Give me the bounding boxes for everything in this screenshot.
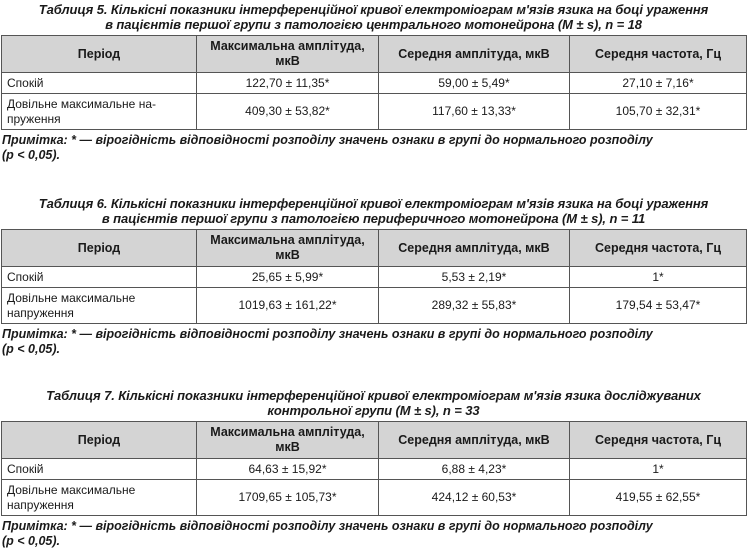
table-5-caption-line1: Таблиця 5. Кількісні показники інтерференційної кривої електроміограм м'язів язика на боці ураження xyxy=(38,2,709,17)
header-max-amplitude: Максимальна амплітуда, мкВ xyxy=(197,422,379,459)
row-period: Довільне максимальне напруження xyxy=(2,480,197,516)
row-max-amplitude: 64,63 ± 15,92* xyxy=(197,459,379,480)
header-max-amplitude: Максимальна амплітуда, мкВ xyxy=(197,36,379,73)
table-7 xyxy=(1,421,747,516)
row-mean-frequency: 179,54 ± 53,47* xyxy=(570,288,747,324)
table-5-note-line1: Примітка: * — вірогідність відповідності розподілу значень ознаки в групі до нормального розподілу xyxy=(2,133,653,147)
header-mean-amplitude: Середня амплітуда, мкВ xyxy=(379,422,570,459)
row-mean-frequency: 27,10 ± 7,16* xyxy=(570,73,747,94)
row-mean-frequency: 1* xyxy=(570,459,747,480)
table-row xyxy=(2,480,747,516)
table-6 xyxy=(1,229,747,324)
row-mean-frequency: 1* xyxy=(570,267,747,288)
row-period: Довільне максимальне на-пруження xyxy=(2,94,197,130)
row-mean-amplitude: 6,88 ± 4,23* xyxy=(379,459,570,480)
row-max-amplitude: 1019,63 ± 161,22* xyxy=(197,288,379,324)
table-5-header-row xyxy=(2,36,747,73)
table-row xyxy=(2,459,747,480)
header-period: Період xyxy=(2,230,197,267)
row-period: Спокій xyxy=(2,459,197,480)
table-row xyxy=(2,267,747,288)
table-6-caption-line2: в пацієнтів першої групи з патологією периферичного мотонейрона (M ± s), n = 11 xyxy=(101,211,646,226)
row-period: Довільне максимальне напруження xyxy=(2,288,197,324)
table-6-note-line1: Примітка: * — вірогідність відповідності розподілу значень ознаки в групі до нормального розподілу xyxy=(2,327,653,341)
row-mean-frequency: 419,55 ± 62,55* xyxy=(570,480,747,516)
row-mean-amplitude: 5,53 ± 2,19* xyxy=(379,267,570,288)
table-6-note-line2: (p < 0,05). xyxy=(2,342,61,356)
table-row xyxy=(2,288,747,324)
row-period: Спокій xyxy=(2,267,197,288)
row-mean-amplitude: 424,12 ± 60,53* xyxy=(379,480,570,516)
table-5-block xyxy=(0,2,747,163)
row-mean-amplitude: 59,00 ± 5,49* xyxy=(379,73,570,94)
table-5-caption-line2: в пацієнтів першої групи з патологією центрального мотонейрона (M ± s), n = 18 xyxy=(105,17,642,32)
table-row xyxy=(2,94,747,130)
header-mean-amplitude: Середня амплітуда, мкВ xyxy=(379,36,570,73)
row-max-amplitude: 122,70 ± 11,35* xyxy=(197,73,379,94)
table-7-caption-line1: Таблиця 7. Кількісні показники інтерференційної кривої електроміограм м'язів язика досліджуваних xyxy=(46,388,701,403)
row-max-amplitude: 409,30 ± 53,82* xyxy=(197,94,379,130)
header-period: Період xyxy=(2,36,197,73)
row-mean-amplitude: 289,32 ± 55,83* xyxy=(379,288,570,324)
table-6-header-row xyxy=(2,230,747,267)
table-5-note-line2: (p < 0,05). xyxy=(2,148,61,162)
header-mean-frequency: Середня частота, Гц xyxy=(570,230,747,267)
header-mean-frequency: Середня частота, Гц xyxy=(570,422,747,459)
header-mean-frequency: Середня частота, Гц xyxy=(570,36,747,73)
table-5 xyxy=(1,35,747,130)
header-period: Період xyxy=(2,422,197,459)
row-mean-amplitude: 117,60 ± 13,33* xyxy=(379,94,570,130)
row-period: Спокій xyxy=(2,73,197,94)
row-mean-frequency: 105,70 ± 32,31* xyxy=(570,94,747,130)
table-6-caption-line1: Таблиця 6. Кількісні показники інтерференційної кривої електроміограм м'язів язика на боці ураження xyxy=(38,196,709,211)
table-7-note-line1: Примітка: * — вірогідність відповідності розподілу значень ознаки в групі до нормального розподілу xyxy=(2,519,653,533)
table-7-caption-line2: контрольної групи (M ± s), n = 33 xyxy=(267,403,480,418)
row-max-amplitude: 25,65 ± 5,99* xyxy=(197,267,379,288)
table-row xyxy=(2,73,747,94)
header-mean-amplitude: Середня амплітуда, мкВ xyxy=(379,230,570,267)
table-6-block xyxy=(0,196,747,357)
table-7-block xyxy=(0,388,747,549)
table-7-header-row xyxy=(2,422,747,459)
row-max-amplitude: 1709,65 ± 105,73* xyxy=(197,480,379,516)
header-max-amplitude: Максимальна амплітуда, мкВ xyxy=(197,230,379,267)
table-7-note-line2: (p < 0,05). xyxy=(2,534,61,548)
